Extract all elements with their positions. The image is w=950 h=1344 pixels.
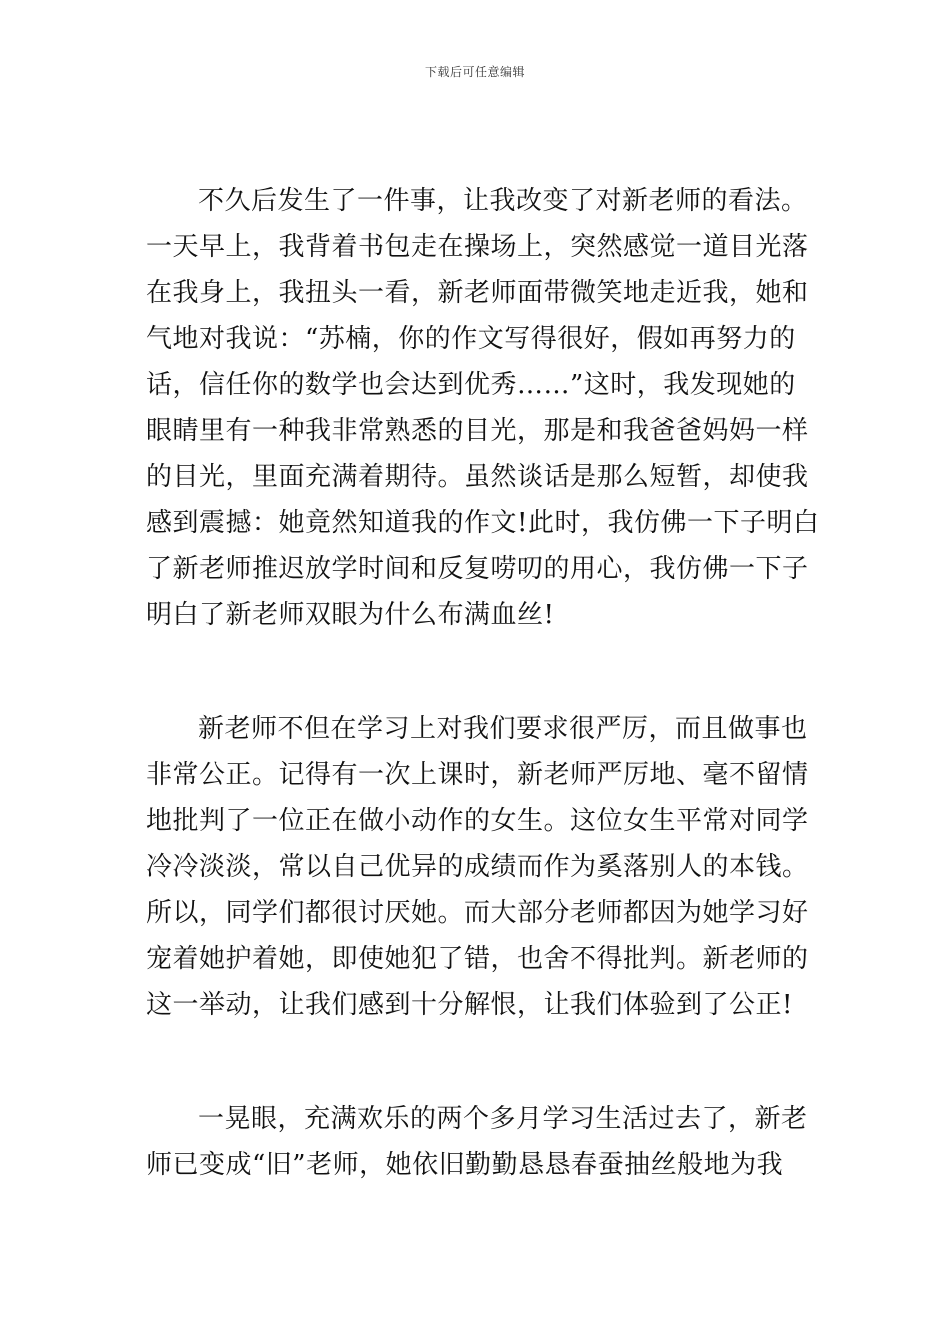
text-line: 这一举动，让我们感到十分解恨，让我们体验到了公正! [146,990,793,1020]
text-line: 师已变成“旧”老师，她依旧勤勤恳恳春蚕抽丝般地为我 [146,1150,784,1180]
text-line: 在我身上，我扭头一看，新老师面带微笑地走近我，她和 [146,278,809,308]
text-line: 新老师不但在学习上对我们要求很严厉，而且做事也 [198,714,808,744]
text-line: 感到震撼：她竟然知道我的作文!此时，我仿佛一下子明白 [146,508,820,538]
text-line: 明白了新老师双眼为什么布满血丝! [146,600,555,630]
text-line: 话，信任你的数学也会达到优秀……”这时，我发现她的 [146,370,796,400]
text-line: 冷冷淡淡，常以自己优异的成绩而作为奚落别人的本钱。 [146,852,809,882]
text-line: 地批判了一位正在做小动作的女生。这位女生平常对同学 [146,806,809,836]
text-line: 一晃眼，充满欢乐的两个多月学习生活过去了，新老 [198,1104,808,1134]
text-line: 了新老师推迟放学时间和反复唠叨的用心，我仿佛一下子 [146,554,809,584]
text-line: 气地对我说：“苏楠，你的作文写得很好，假如再努力的 [146,324,796,354]
text-line: 的目光，里面充满着期待。虽然谈话是那么短暂，却使我 [146,462,809,492]
text-line: 宠着她护着她，即使她犯了错，也舍不得批判。新老师的 [146,944,809,974]
document-body [146,178,820,1256]
paragraph-2 [146,706,809,1028]
page-header: 下载后可任意编辑 [424,65,525,79]
text-line: 非常公正。记得有一次上课时，新老师严厉地、毫不留情 [146,760,809,790]
text-line: 所以，同学们都很讨厌她。而大部分老师都因为她学习好 [146,898,809,928]
text-line: 不久后发生了一件事，让我改变了对新老师的看法。 [198,186,808,216]
paragraph-1 [146,178,820,638]
paragraph-3 [146,1096,806,1188]
text-line: 眼睛里有一种我非常熟悉的目光，那是和我爸爸妈妈一样 [146,416,809,446]
text-line: 一天早上，我背着书包走在操场上，突然感觉一道目光落 [146,232,809,262]
